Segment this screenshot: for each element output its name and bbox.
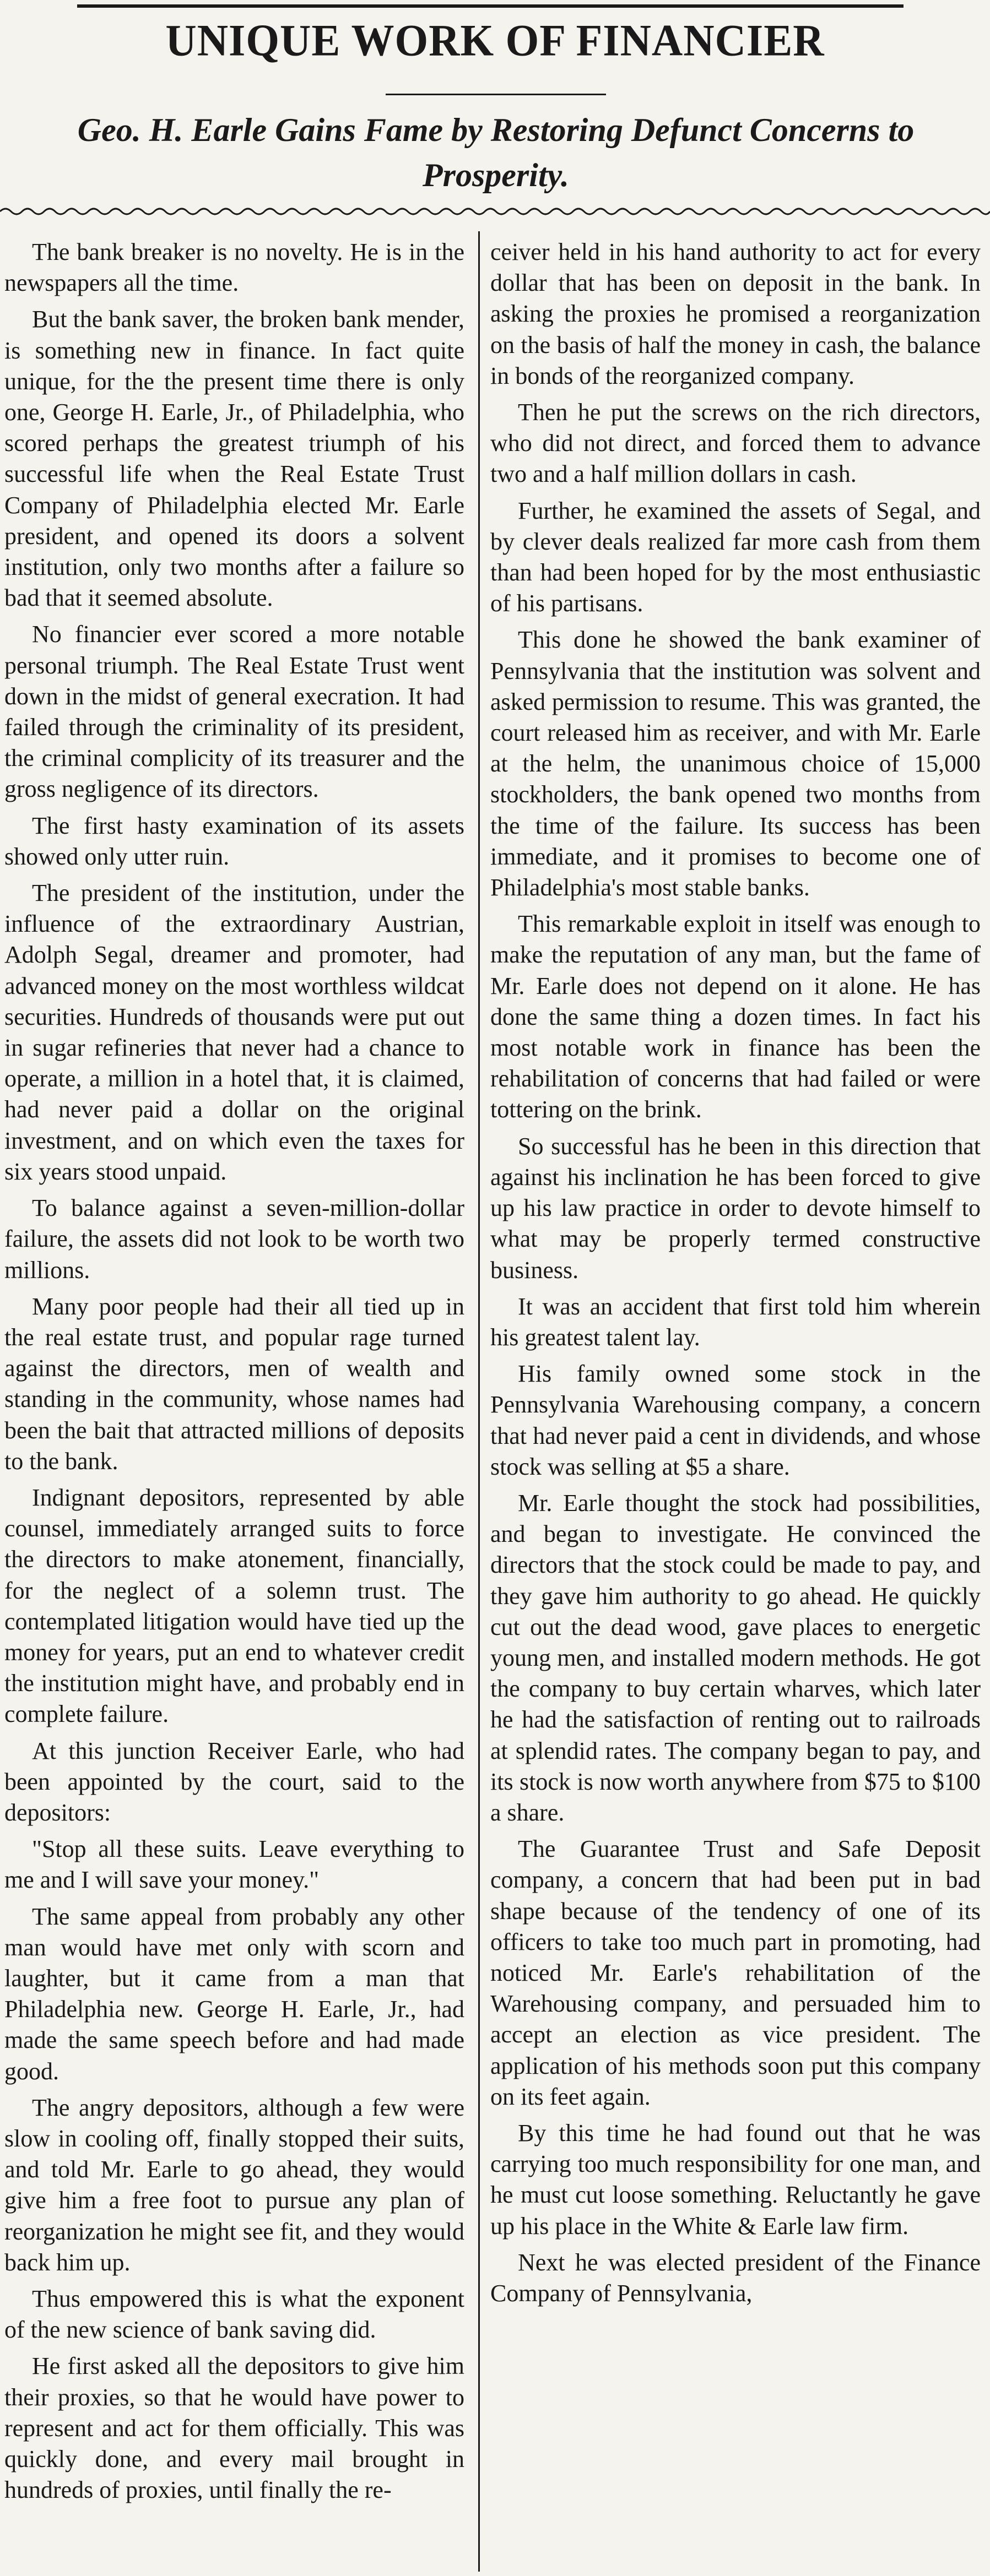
paragraph: Indignant depositors, represented by able counsel, immediately arranged suits to force the directors to make atonement, financially, for the neglect of a solemn trust. The contemplated litigation would have tied up the money for years, put an end to whatever credit the institution might have, and probably end in complete failure. (4, 1483, 464, 1728)
wavy-border-rule (0, 205, 990, 218)
paragraph: This done he showed the bank examiner of Pennsylvania that the institution was solvent and asked permission to resume. This was granted, the court released him as receiver, and with Mr. Earle at the helm, the unanimous choice of 15,000 stockholders, the bank opened two months from the time of the failure. Its success has been immediate, and it promises to become one of Philadelphia's most stable banks. (490, 626, 981, 901)
paragraph: "Stop all these suits. Leave everything to me and I will save your money." (4, 1835, 464, 1894)
paragraph: The bank breaker is no novelty. He is in the newspapers all the time. (4, 238, 464, 297)
paragraph: Thus empowered this is what the exponent of the new science of bank saving did. (4, 2285, 464, 2344)
paragraph: Next he was elected president of the Finance Company of Pennsylvania, (490, 2248, 981, 2307)
paragraph: It was an accident that first told him wherein his greatest talent lay. (490, 1292, 981, 1351)
headline-top-rule (77, 4, 904, 8)
article-column-right (490, 237, 981, 2566)
paragraph-continuation: ceiver held in his hand authority to act for every dollar that has been on deposit in the bank. In asking the proxies he promised a reorganization on the basis of half the money in cash, the balance in bonds of the reorganized company. (490, 238, 981, 389)
paragraph: The Guarantee Trust and Safe Deposit company, a concern that had been put in bad shape because of the tendency of one of its officers to take too much part in promoting, had noticed Mr. Earle's rehabilitation of the Warehousing company, and persuaded him to accept an election as vice president. The application of his methods soon put this company on its feet again. (490, 1835, 981, 2110)
paragraph: To balance against a seven-million-dollar failure, the assets did not look to be worth two millions. (4, 1194, 464, 1284)
paragraph: The angry depositors, although a few were slow in cooling off, finally stopped their suits, and told Mr. Earle to go ahead, they would give him a free foot to pursue any plan of reorganization he might see fit, and they would back him up. (4, 2094, 464, 2276)
paragraph: By this time he had found out that he was carrying too much responsibility for one man, and he must cut loose something. Reluctantly he gave up his place in the White & Earle law firm. (490, 2119, 981, 2240)
subheadline-deck: Geo. H. Earle Gains Fame by Restoring Defunct Concerns to Prosperity. (77, 112, 915, 193)
paragraph: Further, he examined the assets of Segal, and by clever deals realized far more cash from them than had been hoped for by the most enthusiastic of his partisans. (490, 497, 981, 617)
paragraph: The first hasty examination of its assets showed only utter ruin. (4, 812, 464, 870)
paragraph: At this junction Receiver Earle, who had been appointed by the court, said to the depositors: (4, 1737, 464, 1826)
article-column-left (4, 237, 464, 2566)
paragraph: He first asked all the depositors to give him their proxies, so that he would have power to represent and act for them officially. This was quickly done, and every mail brought in hundreds of proxies, until finally the re- (4, 2352, 464, 2504)
headline: UNIQUE WORK OF FINANCIER (165, 14, 825, 66)
paragraph: Many poor people had their all tied up in the real estate trust, and popular rage turned against the directors, men of wealth and standing in the community, whose names had been the bait that attracted millions of deposits to the bank. (4, 1292, 464, 1475)
paragraph: His family owned some stock in the Pennsylvania Warehousing company, a concern that had never paid a cent in dividends, and whose stock was selling at $5 a share. (490, 1360, 981, 1480)
paragraph: This remarkable exploit in itself was enough to make the reputation of any man, but the fame of Mr. Earle does not depend on it alone. He has done the same thing a dozen times. In fact his most notable work in finance has been the rehabilitation of concerns that had failed or were tottering on the brink. (490, 910, 981, 1123)
paragraph: So successful has he been in this direction that against his inclination he has been forced to give up his law practice in order to devote himself to what may be properly termed constructive business. (490, 1132, 981, 1284)
paragraph: Mr. Earle thought the stock had possibilities, and began to investigate. He convinced the directors that the stock could be made to pay, and they gave him authority to go ahead. He quickly cut out the dead wood, gave places to energetic young men, and installed modern methods. He got the company to buy certain wharves, which later he had the satisfaction of renting out to railroads at splendid rates. The company began to pay, and its stock is now worth anywhere from $75 to $100 a share. (490, 1489, 981, 1826)
headline-divider (386, 94, 606, 95)
paragraph: Then he put the screws on the rich directors, who did not direct, and forced them to advance two and a half million dollars in cash. (490, 399, 981, 488)
paragraph: The same appeal from probably any other man would have met only with scorn and laughter, but it came from a man that Philadelphia new. George H. Earle, Jr., had made the same speech before and had made good. (4, 1903, 464, 2085)
paragraph: No financier ever scored a more notable personal triumph. The Real Estate Trust went down in the midst of general execration. It had failed through the criminality of its president, the criminal complicity of its treasurer and the gross negligence of its directors. (4, 621, 464, 803)
column-divider (478, 231, 480, 2572)
paragraph: The president of the institution, under the influence of the extraordinary Austrian, Adolph Segal, dreamer and promoter, had advanced money on the most worthless wildcat securities. Hundreds of thousands were put out in sugar refineries that never had a chance to operate, a million in a hotel that, it is claimed, had never paid a dollar on the original investment, and on which even the taxes for six years stood unpaid. (4, 879, 464, 1185)
paragraph: But the bank saver, the broken bank mender, is something new in finance. In fact quite unique, for the the present time there is only one, George H. Earle, Jr., of Philadelphia, who scored perhaps the greatest triumph of his successful life when the Real Estate Trust Company of Philadelphia elected Mr. Earle president, and opened its doors a solvent institution, only two months after a failure so bad that it seemed absolute. (4, 306, 464, 612)
